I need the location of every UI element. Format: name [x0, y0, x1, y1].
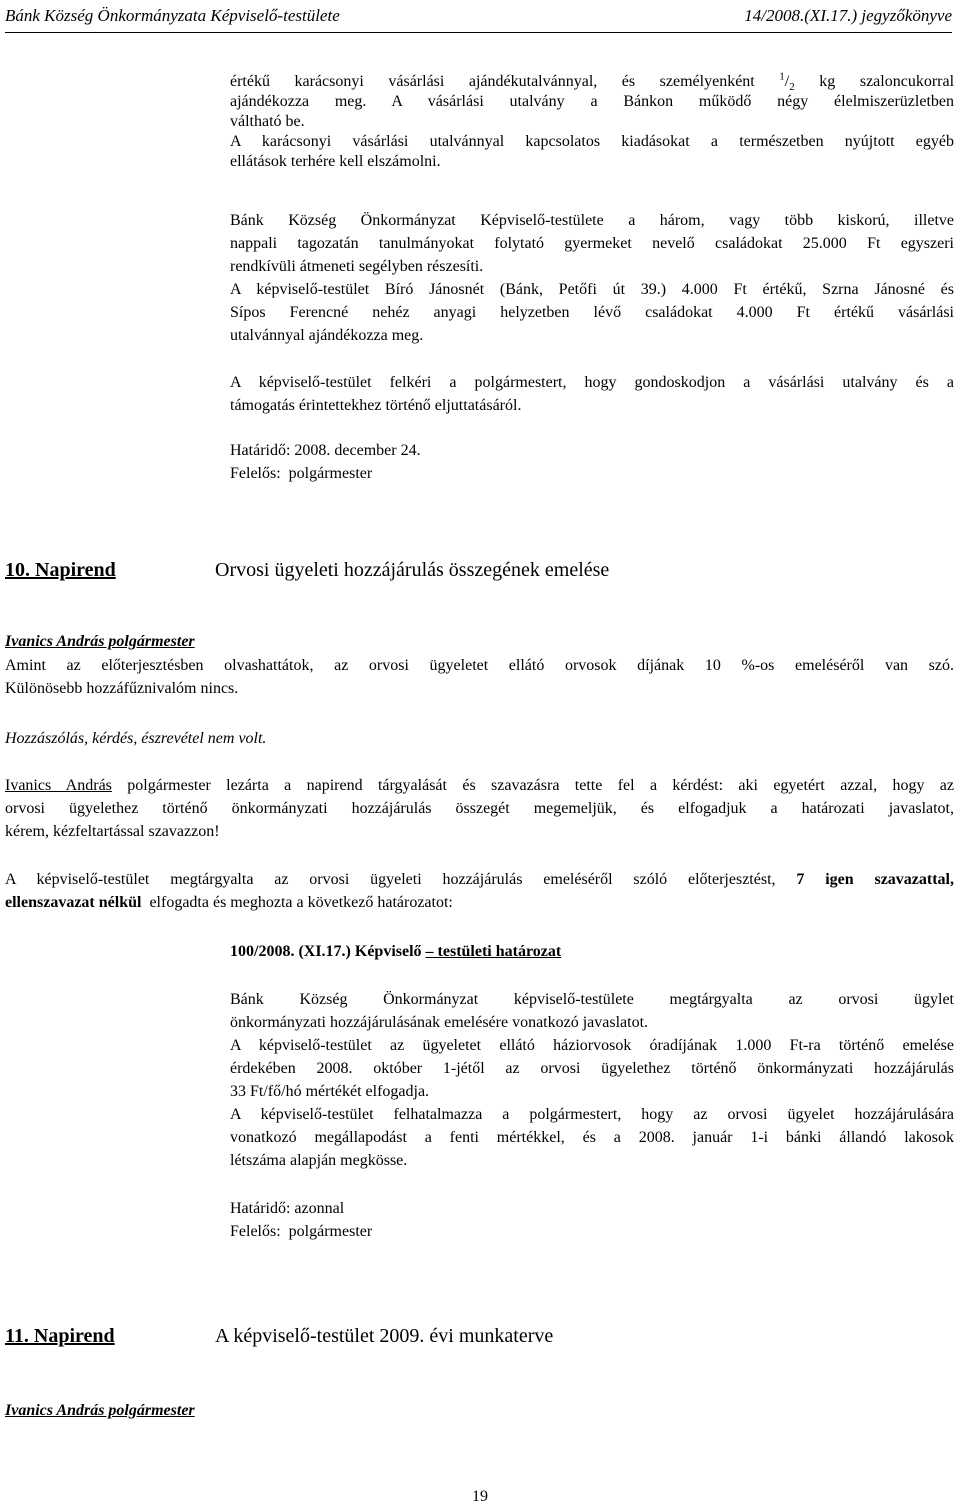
vote-call-paragraph [5, 776, 954, 842]
text-line: kérem, kézfeltartással szavazzon! [5, 823, 220, 840]
text-line: Különösebb hozzáfűznivalóm nincs. [5, 680, 239, 697]
text-line: rendkívüli átmeneti segélyben részesíti. [230, 258, 484, 275]
speaker-name: Ivanics András polgármester [5, 1402, 195, 1419]
speaker-name: Ivanics András polgármester [5, 633, 195, 650]
text-line: Ivanics András polgármester lezárta a napirend tárgyalását és szavazásra tette fel a kérdést: aki egyetért azzal, hogy az [5, 777, 955, 794]
text-line: ellenszavazat nélkül elfogadta és meghozta a következő határozatot: [5, 894, 453, 911]
text-line: önkormányzati hozzájárulásának emelésére vonatkozó javaslatot. [230, 1014, 649, 1031]
header-title: Bánk Község Önkormányzata Képviselő-testülete [5, 6, 340, 25]
text-line: Sípos Ferencné nehéz anyagi helyzetben lévő családokat 4.000 Ft értékű vásárlási [230, 304, 954, 321]
speaker-statement [5, 656, 954, 699]
page-header [5, 2, 952, 33]
text-line: utalvánnyal ajándékozza meg. [230, 327, 424, 344]
resolution-body [230, 990, 954, 1171]
text-line: A képviselő-testület felhatalmazza a polgármestert, hogy az orvosi ügyelet hozzájárulására [230, 1106, 954, 1123]
text-line: ellátások terhére kell elszámolni. [230, 153, 441, 170]
text-line: ajándékozza meg. A vásárlási utalvány a Bánkon működő négy élelmiszerüzletben [230, 93, 954, 110]
section-number: 10. Napirend [5, 559, 116, 581]
text-line: A karácsonyi vásárlási utalvánnyal kapcsolatos kiadásokat a természetben nyújtott egyéb [230, 133, 954, 150]
deadline-line: Határidő: 2008. december 24. [230, 442, 421, 459]
deadline-line: Határidő: azonnal [230, 1200, 345, 1217]
section-title: A képviselő-testület 2009. évi munkaterve [215, 1325, 554, 1347]
section-number: 11. Napirend [5, 1325, 115, 1347]
text-line: orvosi ügyelethez történő önkormányzati hozzájárulás összegét megemeljük, és elfogadjuk a határozati javaslatot, [5, 800, 954, 817]
responsible-line: Felelős: polgármester [230, 465, 373, 482]
page-number: 19 [472, 1488, 488, 1505]
text-line: A képviselő-testület Bíró Jánosnét (Bánk, Petőfi út 39.) 4.000 Ft értékű, Szrna Jánosné és [230, 281, 954, 298]
text-line: érdekében 2008. október 1-jétől az orvosi ügyelethez történő önkormányzati hozzájárulás [230, 1060, 954, 1077]
text-line: Amint az előterjesztésben olvashattátok, az orvosi ügyeletet ellátó orvosok díjának 10 %-os emeléséről van szó. [5, 657, 954, 674]
resolution-title: 100/2008. (XI.17.) Képviselő – testületi határozat [230, 943, 562, 960]
mayor-request-paragraph [230, 373, 954, 416]
text-line: Bánk Község Önkormányzat Képviselő-testülete a három, vagy több kiskorú, illetve [230, 212, 954, 229]
section-title: Orvosi ügyeleti hozzájárulás összegének emelése [215, 559, 610, 581]
header-minutes-ref: 14/2008.(XI.17.) jegyzőkönyve [744, 6, 952, 25]
text-line: nappali tagozatán tanulmányokat folytató gyermeket nevelő családokat 25.000 Ft egyszeri [230, 235, 954, 252]
text-line: A képviselő-testület felkéri a polgármestert, hogy gondoskodjon a vásárlási utalvány és a [230, 374, 954, 391]
text-line: 33 Ft/fő/hó mértékét elfogadja. [230, 1083, 430, 1100]
text-line: A képviselő-testület az ügyeletet ellátó háziorvosok óradíjának 1.000 Ft-ra történő emelése [230, 1037, 954, 1054]
family-aid-paragraph [230, 211, 954, 346]
text-line: vonatkozó megállapodást a fenti mértékkel, és a 2008. január 1-i bánki állandó lakosok [230, 1129, 954, 1146]
responsible-line: Felelős: polgármester [230, 1223, 373, 1240]
gift-voucher-paragraph [230, 72, 954, 172]
text-line: Bánk Község Önkormányzat képviselő-testülete megtárgyalta az orvosi ügylet [230, 991, 954, 1008]
text-line: értékű karácsonyi vásárlási ajándékutalvánnyal, és személyenként $^1/_2$ kg szaloncukorral [230, 70, 955, 94]
text-line: váltható be. [230, 113, 305, 130]
text-line: létszáma alapján megkösse. [230, 1152, 408, 1169]
vote-result-paragraph [5, 870, 954, 913]
text-line: támogatás érintettekhez történő eljuttatásáról. [230, 397, 522, 414]
no-comments-note: Hozzászólás, kérdés, észrevétel nem volt. [5, 730, 267, 747]
text-line: A képviselő-testület megtárgyalta az orvosi ügyeleti hozzájárulás emeléséről szóló előterjesztést, 7 igen szavazattal, [5, 871, 954, 888]
